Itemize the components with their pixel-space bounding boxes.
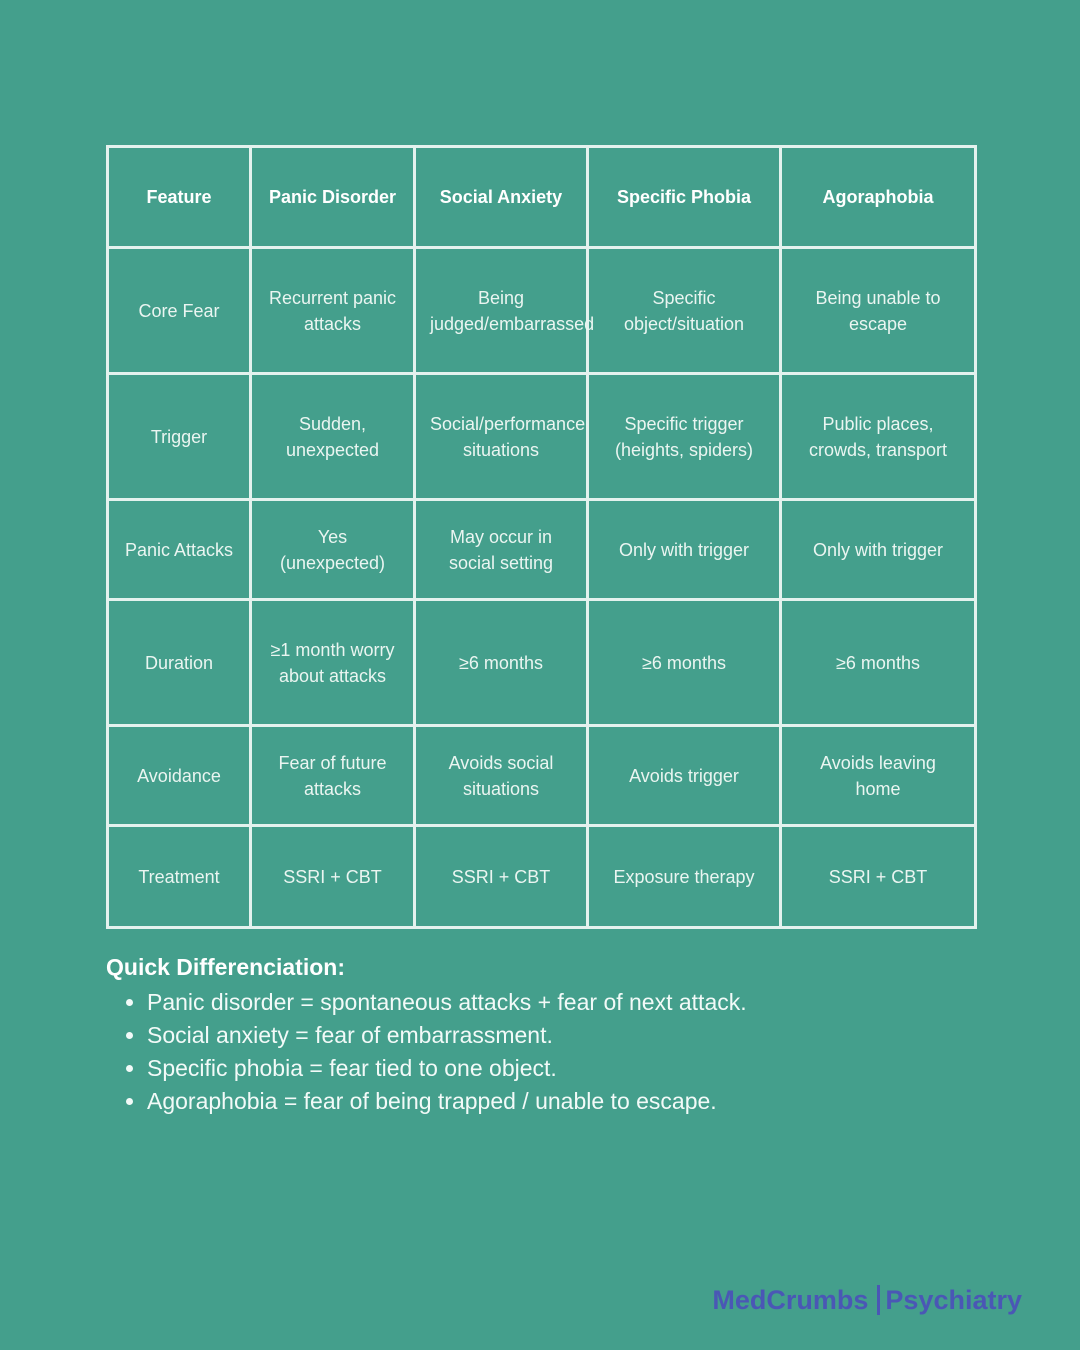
table-cell: ≥6 months [588,600,781,726]
table-row [108,374,976,500]
header-cell: Social Anxiety [415,147,588,248]
table-cell: Yes (unexpected) [251,500,415,600]
table-cell: SSRI + CBT [781,826,976,928]
table-cell: Public places, crowds, transport [781,374,976,500]
table-cell: Fear of future attacks [251,726,415,826]
list-item: • Panic disorder = spontaneous attacks + fear of next attack. [147,986,1006,1019]
table-cell: ≥6 months [781,600,976,726]
table-row [108,600,976,726]
table-cell: Core Fear [108,248,251,374]
list-item: • Social anxiety = fear of embarrassment. [147,1019,1006,1052]
notes-list [106,986,1006,1118]
table-cell: SSRI + CBT [251,826,415,928]
table-cell: Treatment [108,826,251,928]
brand-name: MedCrumbs [712,1285,869,1315]
header-cell: Agoraphobia [781,147,976,248]
list-item: • Agoraphobia = fear of being trapped / unable to escape. [147,1085,1006,1118]
table-cell: Avoids leaving home [781,726,976,826]
table-cell: ≥6 months [415,600,588,726]
table-cell: Social/performance situations [415,374,588,500]
table-cell: ≥1 month worry about attacks [251,600,415,726]
table-cell: Exposure therapy [588,826,781,928]
list-item: • Specific phobia = fear tied to one object. [147,1052,1006,1085]
comparison-table [106,145,977,929]
table-row [108,826,976,928]
table-cell: Panic Attacks [108,500,251,600]
table-cell: Avoids social situations [415,726,588,826]
table-header-row [108,147,976,248]
table-cell: Recurrent panic attacks [251,248,415,374]
table-cell: Being judged/embarrassed [415,248,588,374]
quick-differentiation [106,952,1006,1118]
table-cell: May occur in social setting [415,500,588,600]
table-cell: Only with trigger [588,500,781,600]
table-cell: Only with trigger [781,500,976,600]
table-cell: Being unable to escape [781,248,976,374]
table-cell: Duration [108,600,251,726]
table-row [108,500,976,600]
brand-logo [712,1280,1022,1320]
header-cell: Panic Disorder [251,147,415,248]
table-cell: Avoidance [108,726,251,826]
table-cell: Sudden, unexpected [251,374,415,500]
table-cell: Trigger [108,374,251,500]
table-row [108,248,976,374]
header-cell: Feature [108,147,251,248]
table-cell: Specific object/situation [588,248,781,374]
table-cell: SSRI + CBT [415,826,588,928]
notes-title: Quick Differenciation: [106,954,345,980]
brand-section: Psychiatry [885,1285,1022,1315]
table-cell: Specific trigger (heights, spiders) [588,374,781,500]
table-row [108,726,976,826]
header-cell: Specific Phobia [588,147,781,248]
table-cell: Avoids trigger [588,726,781,826]
brand-divider [877,1285,880,1315]
